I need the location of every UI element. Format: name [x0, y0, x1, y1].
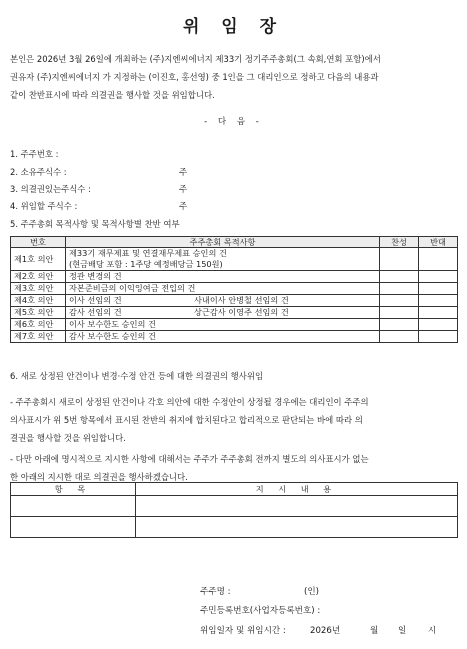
unit-delegated-shares: 주 [179, 201, 188, 211]
instruction-content-cell[interactable] [136, 496, 458, 517]
field-delegated-shares: 4. 위임할 주식수 : [10, 201, 78, 211]
reject-cell[interactable] [419, 331, 458, 343]
section6-heading: 6. 새로 상정된 안건이나 변경·수정 안건 등에 대한 의결권의 행사위임 [10, 371, 264, 381]
agenda-item [66, 307, 380, 319]
delegation-hour: 시 [428, 626, 437, 636]
seal-mark: (인) [304, 587, 320, 597]
approve-cell[interactable] [380, 307, 419, 319]
field-owned-shares: 2. 소유주식수 : [10, 167, 67, 177]
approve-cell[interactable] [380, 295, 419, 307]
document-title: 위 임 장 [182, 17, 285, 37]
approve-cell[interactable] [380, 283, 419, 295]
approve-cell[interactable] [380, 248, 419, 271]
reject-cell[interactable] [419, 319, 458, 331]
header-item: 항 목 [11, 483, 136, 496]
instruction-item-cell[interactable] [11, 496, 136, 517]
instruction-item-cell[interactable] [11, 517, 136, 538]
reject-cell[interactable] [419, 307, 458, 319]
approve-cell[interactable] [380, 331, 419, 343]
instruction-table [10, 482, 458, 538]
delegation-month: 월 [370, 626, 379, 636]
instruction-content-cell[interactable] [136, 517, 458, 538]
delegation-paragraph-2 [10, 450, 460, 486]
table-row [11, 283, 458, 295]
reject-cell[interactable] [419, 295, 458, 307]
agenda-number: 제2호 의안 [11, 271, 66, 283]
table-row [11, 319, 458, 331]
agenda-item-text: 이사 보수한도 승인의 건 [66, 319, 380, 331]
shareholder-name-label: 주주명 : [200, 587, 231, 597]
header-number: 번호 [11, 237, 66, 248]
agenda-item [66, 248, 380, 271]
agenda-item-text: 정관 변경의 건 [66, 271, 380, 283]
intro-line: 본인은 2026년 3월 26일에 개최하는 (주)지엔씨에너지 제33기 정기주주총회(그 속회,연회 포함)에서 [10, 54, 381, 64]
table-row [11, 307, 458, 319]
paragraph-line: 의사표시가 위 5번 항목에서 표시된 찬반의 취지에 합치된다고 합리적으로 판단되는 바에 따라 의 [10, 415, 363, 425]
agenda-item-subtext: 사내이사 안병철 선임의 건 [194, 295, 289, 305]
reject-cell[interactable] [419, 271, 458, 283]
header-reject: 반대 [419, 237, 458, 248]
agenda-item-text: 감사 보수한도 승인의 건 [66, 331, 380, 343]
agenda-number: 제1호 의안 [11, 248, 66, 271]
delegation-date-label: 위임일자 및 위임시간 : [200, 626, 286, 636]
delegation-paragraph-1 [10, 393, 460, 447]
paragraph-line: - 주주총회시 새로이 상정된 안건이나 각호 의안에 대한 수정안이 상정될 경우에는 대리인이 주주의 [10, 397, 369, 407]
table-row [11, 496, 458, 517]
paragraph-line: 한 아래의 지시한 대로 의결권을 행사하겠습니다. [10, 472, 188, 482]
agenda-item-text: 자본준비금의 이익잉여금 전입의 건 [66, 283, 380, 295]
delegation-year: 2026년 [310, 626, 341, 636]
paragraph-line: - 다만 아래에 명시적으로 지시한 사항에 대해서는 주주가 주주총회 전까지 별도의 의사표시가 없는 [10, 454, 369, 464]
section5-heading: 5. 주주총회 목적사항 및 목적사항별 찬반 여부 [10, 219, 180, 229]
field-voting-shares: 3. 의결권있는주식수 : [10, 184, 91, 194]
delegation-day: 일 [398, 626, 407, 636]
agenda-item-text: 감사 선임의 건 [69, 307, 122, 317]
header-instruction: 지 시 내 용 [136, 483, 458, 496]
agenda-item-subtext: 상근감사 이영주 선임의 건 [194, 307, 289, 317]
agenda-item-text: 이사 선임의 건 [69, 295, 122, 305]
table-row [11, 517, 458, 538]
header-agenda: 주주총회 목적사항 [66, 237, 380, 248]
unit-owned-shares: 주 [179, 167, 188, 177]
agenda-item-text: 제33기 재무제표 및 연결재무제표 승인의 건 [69, 248, 227, 258]
intro-paragraph [10, 50, 460, 104]
field-shareholder-number: 1. 주주번호 : [10, 149, 59, 159]
separator-heading: - 다 음 - [204, 117, 263, 127]
paragraph-line: 결권을 행사할 것을 위임합니다. [10, 433, 126, 443]
table-row [11, 331, 458, 343]
table-row [11, 271, 458, 283]
agenda-item [66, 295, 380, 307]
unit-voting-shares: 주 [179, 184, 188, 194]
agenda-number: 제7호 의안 [11, 331, 66, 343]
registration-number-label: 주민등록번호(사업자등록번호) : [200, 606, 321, 616]
table-row [11, 248, 458, 271]
agenda-number: 제3호 의안 [11, 283, 66, 295]
intro-line: 같이 찬반표시에 따라 의결권을 행사할 것을 위임합니다. [10, 90, 215, 100]
approve-cell[interactable] [380, 271, 419, 283]
table-row [11, 295, 458, 307]
agenda-table [10, 236, 458, 343]
header-approve: 찬성 [380, 237, 419, 248]
agenda-number: 제6호 의안 [11, 319, 66, 331]
intro-line: 권유자 (주)지엔씨에너지 가 지정하는 (이진호, 홍선영) 중 1인을 그 대리인으로 정하고 다음의 내용과 [10, 72, 379, 82]
reject-cell[interactable] [419, 283, 458, 295]
instruction-header-row [11, 483, 458, 496]
approve-cell[interactable] [380, 319, 419, 331]
agenda-item-subtext: (현금배당 포함 : 1주당 예정배당금 150원) [69, 259, 223, 269]
agenda-number: 제4호 의안 [11, 295, 66, 307]
reject-cell[interactable] [419, 248, 458, 271]
agenda-number: 제5호 의안 [11, 307, 66, 319]
agenda-header-row [11, 237, 458, 248]
